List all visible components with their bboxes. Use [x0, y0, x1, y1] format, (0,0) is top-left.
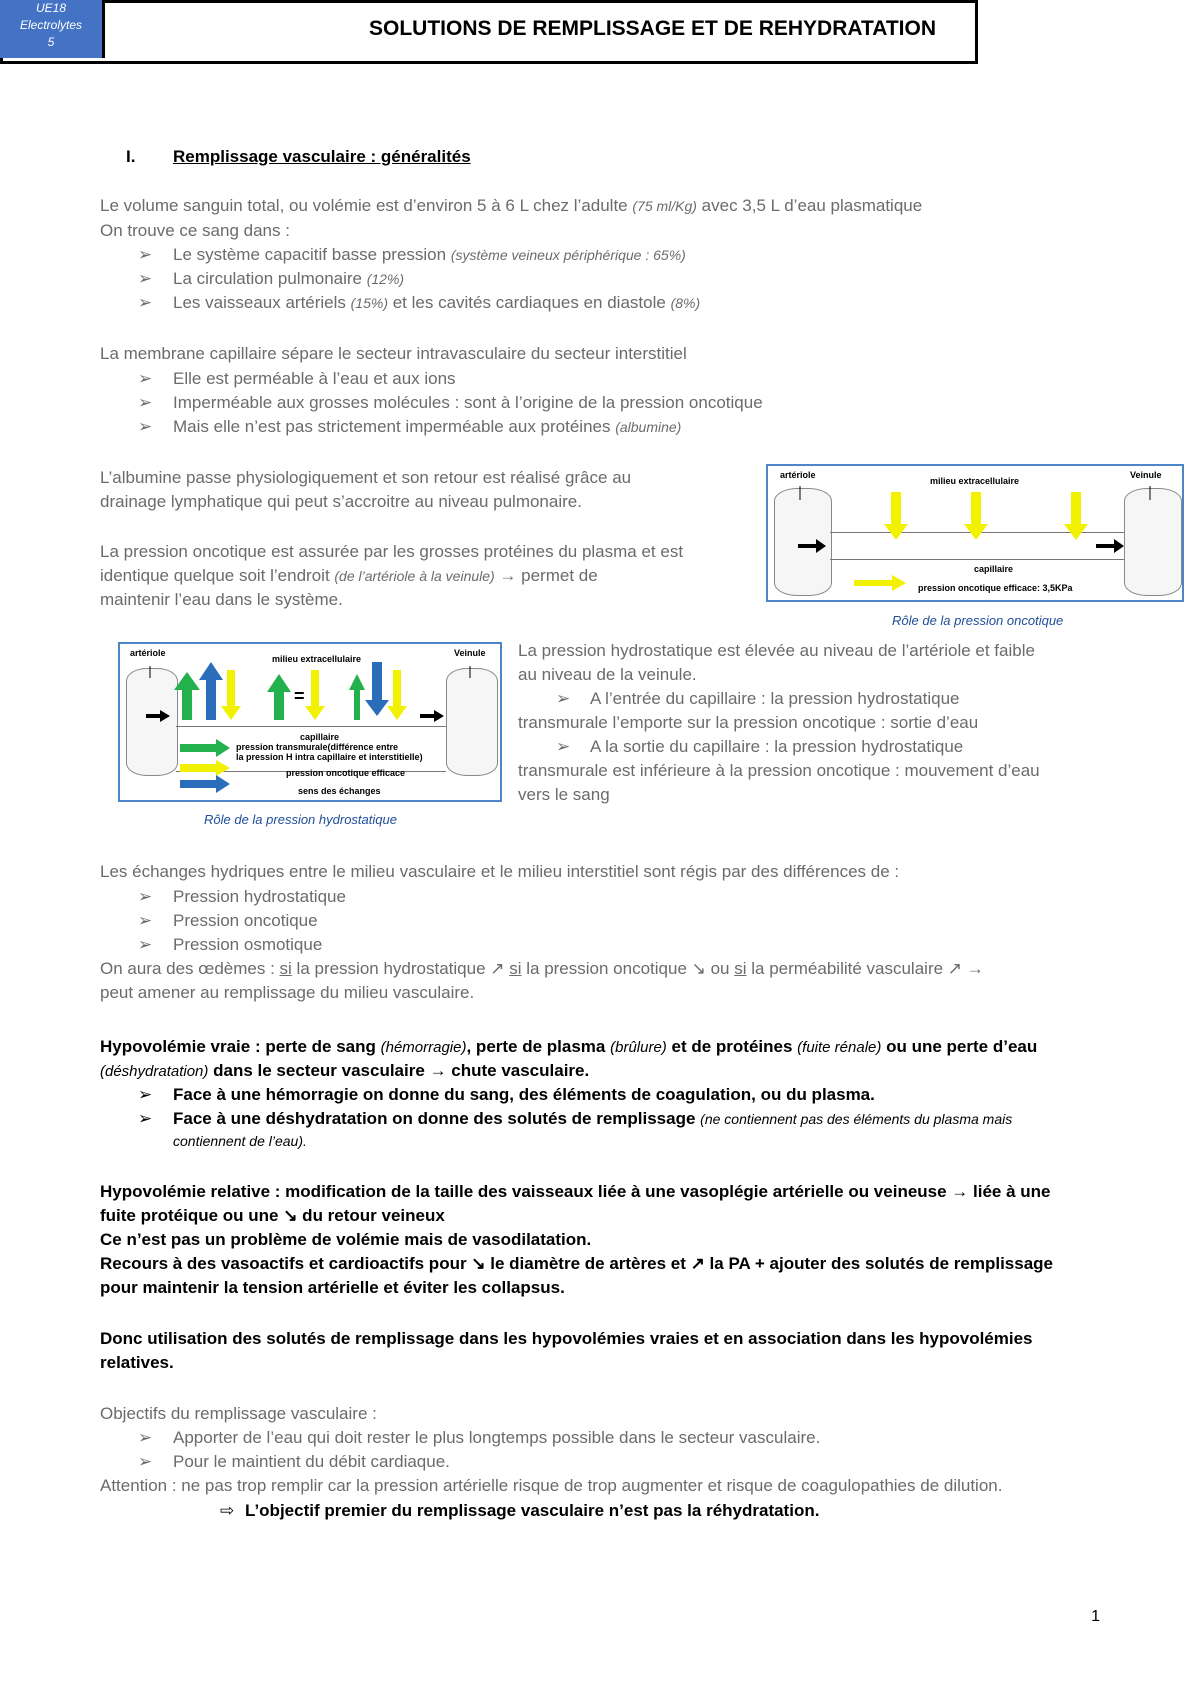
tag-line-1: UE18	[35, 1, 67, 15]
text-italic: (déshydratation)	[100, 1063, 209, 1080]
arrow-bullet-icon: ➢	[556, 689, 571, 708]
text-line: peut amener au remplissage du milieu vasculaire.	[100, 983, 475, 1002]
text: et de protéines	[666, 1037, 798, 1056]
text-line: L’objectif premier du remplissage vasculaire n’est pas la réhydratation.	[245, 1501, 820, 1520]
label-veinule: Veinule	[454, 648, 486, 658]
text-italic: (8%)	[670, 295, 701, 311]
arrow-bullet-icon: ➢	[138, 245, 153, 264]
text-line: Objectifs du remplissage vasculaire :	[100, 1404, 377, 1423]
list-item: Pression oncotique	[173, 911, 318, 930]
diagram-hydrostatic-pressure	[118, 642, 502, 802]
label-arteriole: artériole	[130, 648, 166, 658]
text: ou une perte d’eau	[881, 1037, 1038, 1056]
black-arrow-icon	[798, 539, 826, 553]
text: identique quelque soit l’endroit	[100, 566, 335, 585]
legend-oncotic: pression oncotique efficace: 3,5KPa	[918, 583, 1073, 593]
text-line: Ce n’est pas un problème de volémie mais de vasodilatation.	[100, 1230, 592, 1249]
legend-yellow-arrow-icon	[180, 760, 230, 776]
text-line: La pression oncotique est assurée par les grosses protéines du plasma et est	[100, 542, 684, 561]
text-italic: (albumine)	[615, 419, 682, 435]
text: si	[734, 959, 747, 978]
text: Le volume sanguin total, ou volémie est d’environ 5 à 6 L chez l’adulte	[100, 196, 633, 215]
text-italic: (de l’artériole à la veinule)	[334, 568, 495, 584]
legend-blue-arrow-icon	[180, 775, 230, 793]
page-title: SOLUTIONS DE REMPLISSAGE ET DE REHYDRATATION	[368, 17, 937, 40]
text-line: pour maintenir la tension artérielle et éviter les collapsus.	[100, 1278, 565, 1297]
arrow-bullet-icon: ➢	[138, 369, 153, 388]
yellow-arrow-down-icon	[305, 670, 325, 720]
legend-transmural-1: pression transmurale(différence entre	[236, 742, 399, 752]
text-line: On trouve ce sang dans :	[100, 221, 290, 240]
text: Face à une déshydratation on donne des solutés de remplissage	[173, 1109, 701, 1128]
arrow-bullet-icon: ➢	[138, 269, 153, 288]
text-italic: (fuite rénale)	[797, 1039, 882, 1056]
label-veinule: Veinule	[1130, 470, 1162, 480]
text-line: Recours à des vasoactifs et cardioactifs pour ↘ le diamètre de artères et ↗ la PA + ajouter des solutés de remplissage	[100, 1254, 1053, 1273]
text-line: transmurale l’emporte sur la pression oncotique : sortie d’eau	[518, 713, 979, 732]
arrow-bullet-icon: ➢	[138, 887, 153, 906]
text-line: transmurale est inférieure à la pression oncotique : mouvement d’eau	[518, 761, 1040, 780]
text-italic: (12%)	[366, 271, 405, 287]
blue-arrow-up-icon	[199, 662, 223, 720]
list-item: A la sortie du capillaire : la pression hydrostatique	[590, 737, 964, 756]
label-arteriole: artériole	[780, 470, 816, 480]
text: avec 3,5 L d’eau plasmatique	[696, 196, 923, 215]
section-heading: Remplissage vasculaire : généralités	[173, 147, 471, 166]
text-line: vers le sang	[518, 785, 610, 804]
tag-line-3: 5	[47, 35, 55, 49]
text-line: au niveau de la veinule.	[518, 665, 697, 684]
yellow-arrow-down-icon	[1064, 492, 1088, 540]
header-box	[0, 0, 978, 64]
label-milieu: milieu extracellulaire	[272, 654, 362, 664]
label-milieu: milieu extracellulaire	[930, 476, 1020, 486]
arrow-bullet-icon: ➢	[556, 737, 571, 756]
diagram-oncotic-pressure	[766, 464, 1184, 602]
arrow-bullet-icon: ➢	[138, 935, 153, 954]
text-line: La membrane capillaire sépare le secteur intravasculaire du secteur interstitiel	[100, 344, 687, 363]
black-arrow-icon	[420, 710, 444, 722]
text-line	[100, 565, 598, 587]
list-item: Pour le maintient du débit cardiaque.	[173, 1452, 450, 1471]
tag-line-2: Electrolytes	[19, 18, 83, 32]
diagram-arrows	[768, 466, 1182, 600]
list-item: Face à une hémorragie on donne du sang, des éléments de coagulation, ou du plasma.	[173, 1085, 875, 1104]
text-line: drainage lymphatique qui peut s’accroitre au niveau pulmonaire.	[100, 492, 582, 511]
list-item	[173, 416, 681, 438]
text-line: La pression hydrostatique est élevée au niveau de l’artériole et faible	[518, 641, 1035, 660]
diagram-arrows	[120, 644, 500, 800]
text-line: Donc utilisation des solutés de remplissage dans les hypovolémies vraies et en association dans les hypovolémies	[100, 1329, 1033, 1348]
legend-yellow-arrow-icon	[854, 575, 906, 591]
black-arrow-icon	[146, 710, 170, 722]
list-item: Imperméable aux grosses molécules : sont à l’origine de la pression oncotique	[173, 393, 763, 412]
list-item: Pression hydrostatique	[173, 887, 346, 906]
legend-exchange: sens des échanges	[298, 786, 381, 796]
arrow-bullet-icon: ➢	[138, 393, 153, 412]
text: Hypovolémie vraie : perte de sang	[100, 1037, 381, 1056]
text-line: fuite protéique ou une ↘ du retour veineux	[100, 1206, 445, 1225]
green-arrow-up-icon	[349, 674, 365, 720]
text-italic: (ne contiennent pas des éléments du plasma mais	[700, 1111, 1013, 1127]
text: si	[509, 959, 522, 978]
text: Les vaisseaux artériels	[173, 293, 351, 312]
yellow-arrow-down-icon	[884, 492, 908, 540]
header-tag	[0, 0, 105, 58]
text: Le système capacitif basse pression	[173, 245, 451, 264]
yellow-arrow-down-icon	[387, 670, 407, 720]
list-item	[173, 268, 404, 290]
text: dans le secteur vasculaire → chute vasculaire.	[208, 1061, 590, 1080]
equals-icon: =	[294, 686, 305, 706]
text: et les cavités cardiaques en diastole	[388, 293, 671, 312]
list-item	[173, 244, 686, 266]
text-line: Les échanges hydriques entre le milieu vasculaire et le milieu interstitiel sont régis par des différences de :	[100, 862, 900, 881]
text: la pression hydrostatique ↗	[291, 959, 510, 978]
list-item: Elle est perméable à l’eau et aux ions	[173, 369, 456, 388]
figure-caption: Rôle de la pression hydrostatique	[204, 812, 397, 827]
section-number: I.	[126, 147, 136, 166]
figure-caption: Rôle de la pression oncotique	[892, 613, 1064, 628]
text-line	[100, 1036, 1037, 1059]
list-item: Apporter de l’eau qui doit rester le plus longtemps possible dans le secteur vasculaire.	[173, 1428, 821, 1447]
label-capillaire: capillaire	[974, 564, 1014, 574]
arrow-bullet-icon: ➢	[138, 1452, 153, 1471]
text-line: relatives.	[100, 1353, 174, 1372]
text-italic: (75 ml/Kg)	[632, 198, 697, 214]
text-line: Attention : ne pas trop remplir car la pression artérielle risque de trop augmenter et risque de coagulopathies de dilution.	[100, 1476, 1003, 1495]
text-line: contiennent de l’eau).	[173, 1133, 307, 1149]
arrow-bullet-icon: ➢	[138, 293, 153, 312]
yellow-arrow-down-icon	[221, 670, 241, 720]
text-line: L’albumine passe physiologiquement et son retour est réalisé grâce au	[100, 468, 632, 487]
blue-arrow-down-icon	[365, 662, 389, 716]
text-line: Hypovolémie relative : modification de la taille des vaisseaux liée à une vasoplégie artérielle ou veineuse → liée à une	[100, 1182, 1051, 1201]
text: On aura des œdèmes :	[100, 959, 280, 978]
page-number: 1	[1091, 1608, 1100, 1625]
yellow-arrow-down-icon	[964, 492, 988, 540]
black-arrow-icon	[1096, 539, 1124, 553]
list-item	[173, 1108, 1012, 1130]
arrow-right-icon: ⇨	[220, 1501, 235, 1520]
legend-transmural-2: la pression H intra capillaire et interstitielle)	[236, 752, 423, 762]
text: → permet de	[494, 566, 598, 585]
arrow-bullet-icon: ➢	[138, 1085, 153, 1104]
list-item	[173, 292, 700, 314]
text-italic: (15%)	[350, 295, 388, 311]
text-italic: (brûlure)	[610, 1039, 667, 1056]
text: la pression oncotique ↘ ou	[521, 959, 735, 978]
arrow-bullet-icon: ➢	[138, 417, 153, 436]
list-item: Pression osmotique	[173, 935, 323, 954]
text-line	[100, 1060, 589, 1083]
label-capillaire: capillaire	[300, 732, 340, 742]
legend-oncotic: pression oncotique efficace	[286, 768, 406, 778]
text-line: maintenir l’eau dans le système.	[100, 590, 343, 609]
legend-green-arrow-icon	[180, 739, 230, 757]
text: la perméabilité vasculaire ↗ →	[746, 959, 984, 978]
text-italic: (hémorragie)	[380, 1039, 467, 1056]
green-arrow-up-icon	[267, 674, 291, 720]
arrow-bullet-icon: ➢	[138, 1109, 153, 1128]
text-line	[100, 958, 984, 980]
paragraph-volemie	[100, 195, 922, 217]
text-italic: (système veineux périphérique : 65%)	[450, 247, 686, 263]
text: , perte de plasma	[466, 1037, 611, 1056]
text: Mais elle n’est pas strictement imperméable aux protéines	[173, 417, 616, 436]
list-item: A l’entrée du capillaire : la pression hydrostatique	[590, 689, 960, 708]
arrow-bullet-icon: ➢	[138, 911, 153, 930]
text: si	[279, 959, 292, 978]
green-arrow-up-icon	[174, 672, 200, 720]
arrow-bullet-icon: ➢	[138, 1428, 153, 1447]
text: La circulation pulmonaire	[173, 269, 367, 288]
